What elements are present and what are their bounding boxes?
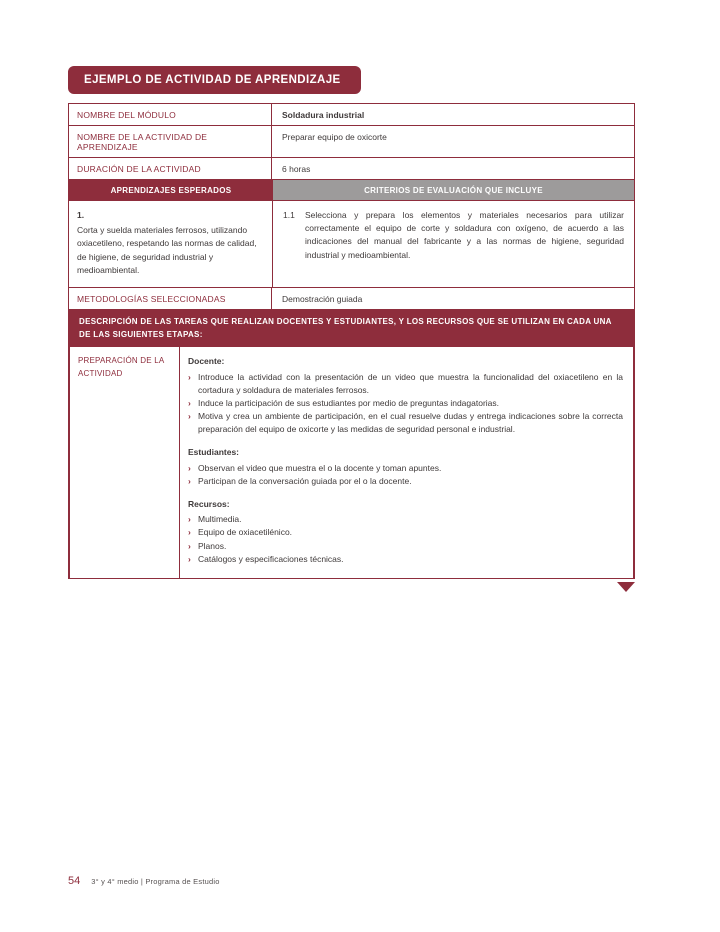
row-label: METODOLOGÍAS SELECCIONADAS [69,288,272,309]
activity-table [68,103,635,579]
criterion-text: Selecciona y prepara los elementos y materiales necesarios para utilizar correctamente el equipo de corte y soldadura con oxígeno, de acuerdo a las indicaciones del manual del fabricante y a las normas de higiene, seguridad industrial y medioambiental. [305,210,624,260]
continuation-indicator [68,582,635,592]
page-content [68,66,635,592]
page-number: 54 [68,875,81,887]
row-value: Preparar equipo de oxicorte [282,132,387,142]
stage-body [180,347,633,577]
bullet-icon: › [188,514,191,525]
bullet-icon: › [188,475,191,486]
bullet-icon: › [188,527,191,538]
bullet-text: Induce la participación de sus estudiantes por medio de preguntas indagatorias. [198,397,499,408]
bullet-text: Introduce la actividad con la presentación de un video que muestra la funcionalidad del oxiacetileno en la cortadura y soldadura de materiales ferrosos. [198,371,623,395]
bullet-icon: › [188,553,191,564]
list-item [188,513,623,526]
list-item [188,553,623,566]
bullet-text: Multimedia. [198,514,242,525]
table-header-row [69,180,634,201]
expected-learning-number: 1. [77,210,85,220]
section-heading: Docente: [188,356,225,367]
bullet-icon: › [188,397,191,408]
list-item [188,371,623,397]
bullet-text: Equipo de oxiacetilénico. [198,527,293,538]
expected-learning-cell [69,201,273,287]
list-item [188,475,623,488]
bullet-icon: › [188,540,191,551]
evaluation-criterion-cell [273,201,634,287]
bullet-text: Catálogos y especificaciones técnicas. [198,553,344,564]
table-row-learning-content [69,201,634,288]
table-row-duration [69,158,634,180]
section-docente [188,355,623,436]
section-estudiantes [188,446,623,488]
column-header-evaluation-criteria: CRITERIOS DE EVALUACIÓN QUE INCLUYE [273,180,634,200]
list-item [188,397,623,410]
row-label: DURACIÓN DE LA ACTIVIDAD [69,158,272,179]
row-label: NOMBRE DEL MÓDULO [69,104,272,125]
row-value: Demostración guiada [282,293,363,304]
row-label: NOMBRE DE LA ACTIVIDAD DE APRENDIZAJE [69,126,272,157]
expected-learning-text: Corta y suelda materiales ferrosos, utilizando oxiacetileno, respetando las normas de calidad, de higiene, de seguridad industrial y medioambiental. [77,225,257,275]
footer-text: 3° y 4° medio | Programa de Estudio [91,877,220,886]
section-recursos [188,498,623,566]
table-row-methodology [69,288,634,310]
list-item [188,462,623,475]
row-value: 6 horas [282,164,311,174]
activity-example-title-badge [68,66,361,94]
list-item [188,410,623,436]
list-item [188,526,623,539]
bullet-text: Planos. [198,540,227,551]
bullet-text: Motiva y crea un ambiente de participación, en el cual resuelve dudas y entrega indicaciones sobre la correcta preparación del equipo de oxicorte y las medidas de seguridad personal e industrial. [198,411,623,435]
criterion-number: 1.1 [283,210,295,220]
bullet-icon: › [188,462,191,473]
bullet-text: Observan el video que muestra el o la docente y toman apuntes. [198,462,442,473]
section-heading: Estudiantes: [188,447,240,458]
table-row-activity-name [69,126,634,158]
table-row-module-name [69,104,634,126]
stage-label: PREPARACIÓN DE LA ACTIVIDAD [70,347,180,577]
continuation-arrow-icon [617,582,635,592]
bullet-text: Participan de la conversación guiada por el o la docente. [198,475,412,486]
section-heading: Recursos: [188,499,230,509]
column-header-expected-learning: APRENDIZAJES ESPERADOS [69,180,273,200]
tasks-description-banner: DESCRIPCIÓN DE LAS TAREAS QUE REALIZAN DOCENTES Y ESTUDIANTES, Y LOS RECURSOS QUE SE UTILIZAN EN CADA UNA DE LAS SIGUIENTES ETAPAS: [69,310,634,348]
page-title: EJEMPLO DE ACTIVIDAD DE APRENDIZAJE [84,74,341,86]
page-footer [68,875,220,887]
row-value: Soldadura industrial [282,110,365,120]
list-item [188,540,623,553]
stage-preparation-section [69,347,634,578]
bullet-icon: › [188,371,191,382]
bullet-icon: › [188,411,191,422]
